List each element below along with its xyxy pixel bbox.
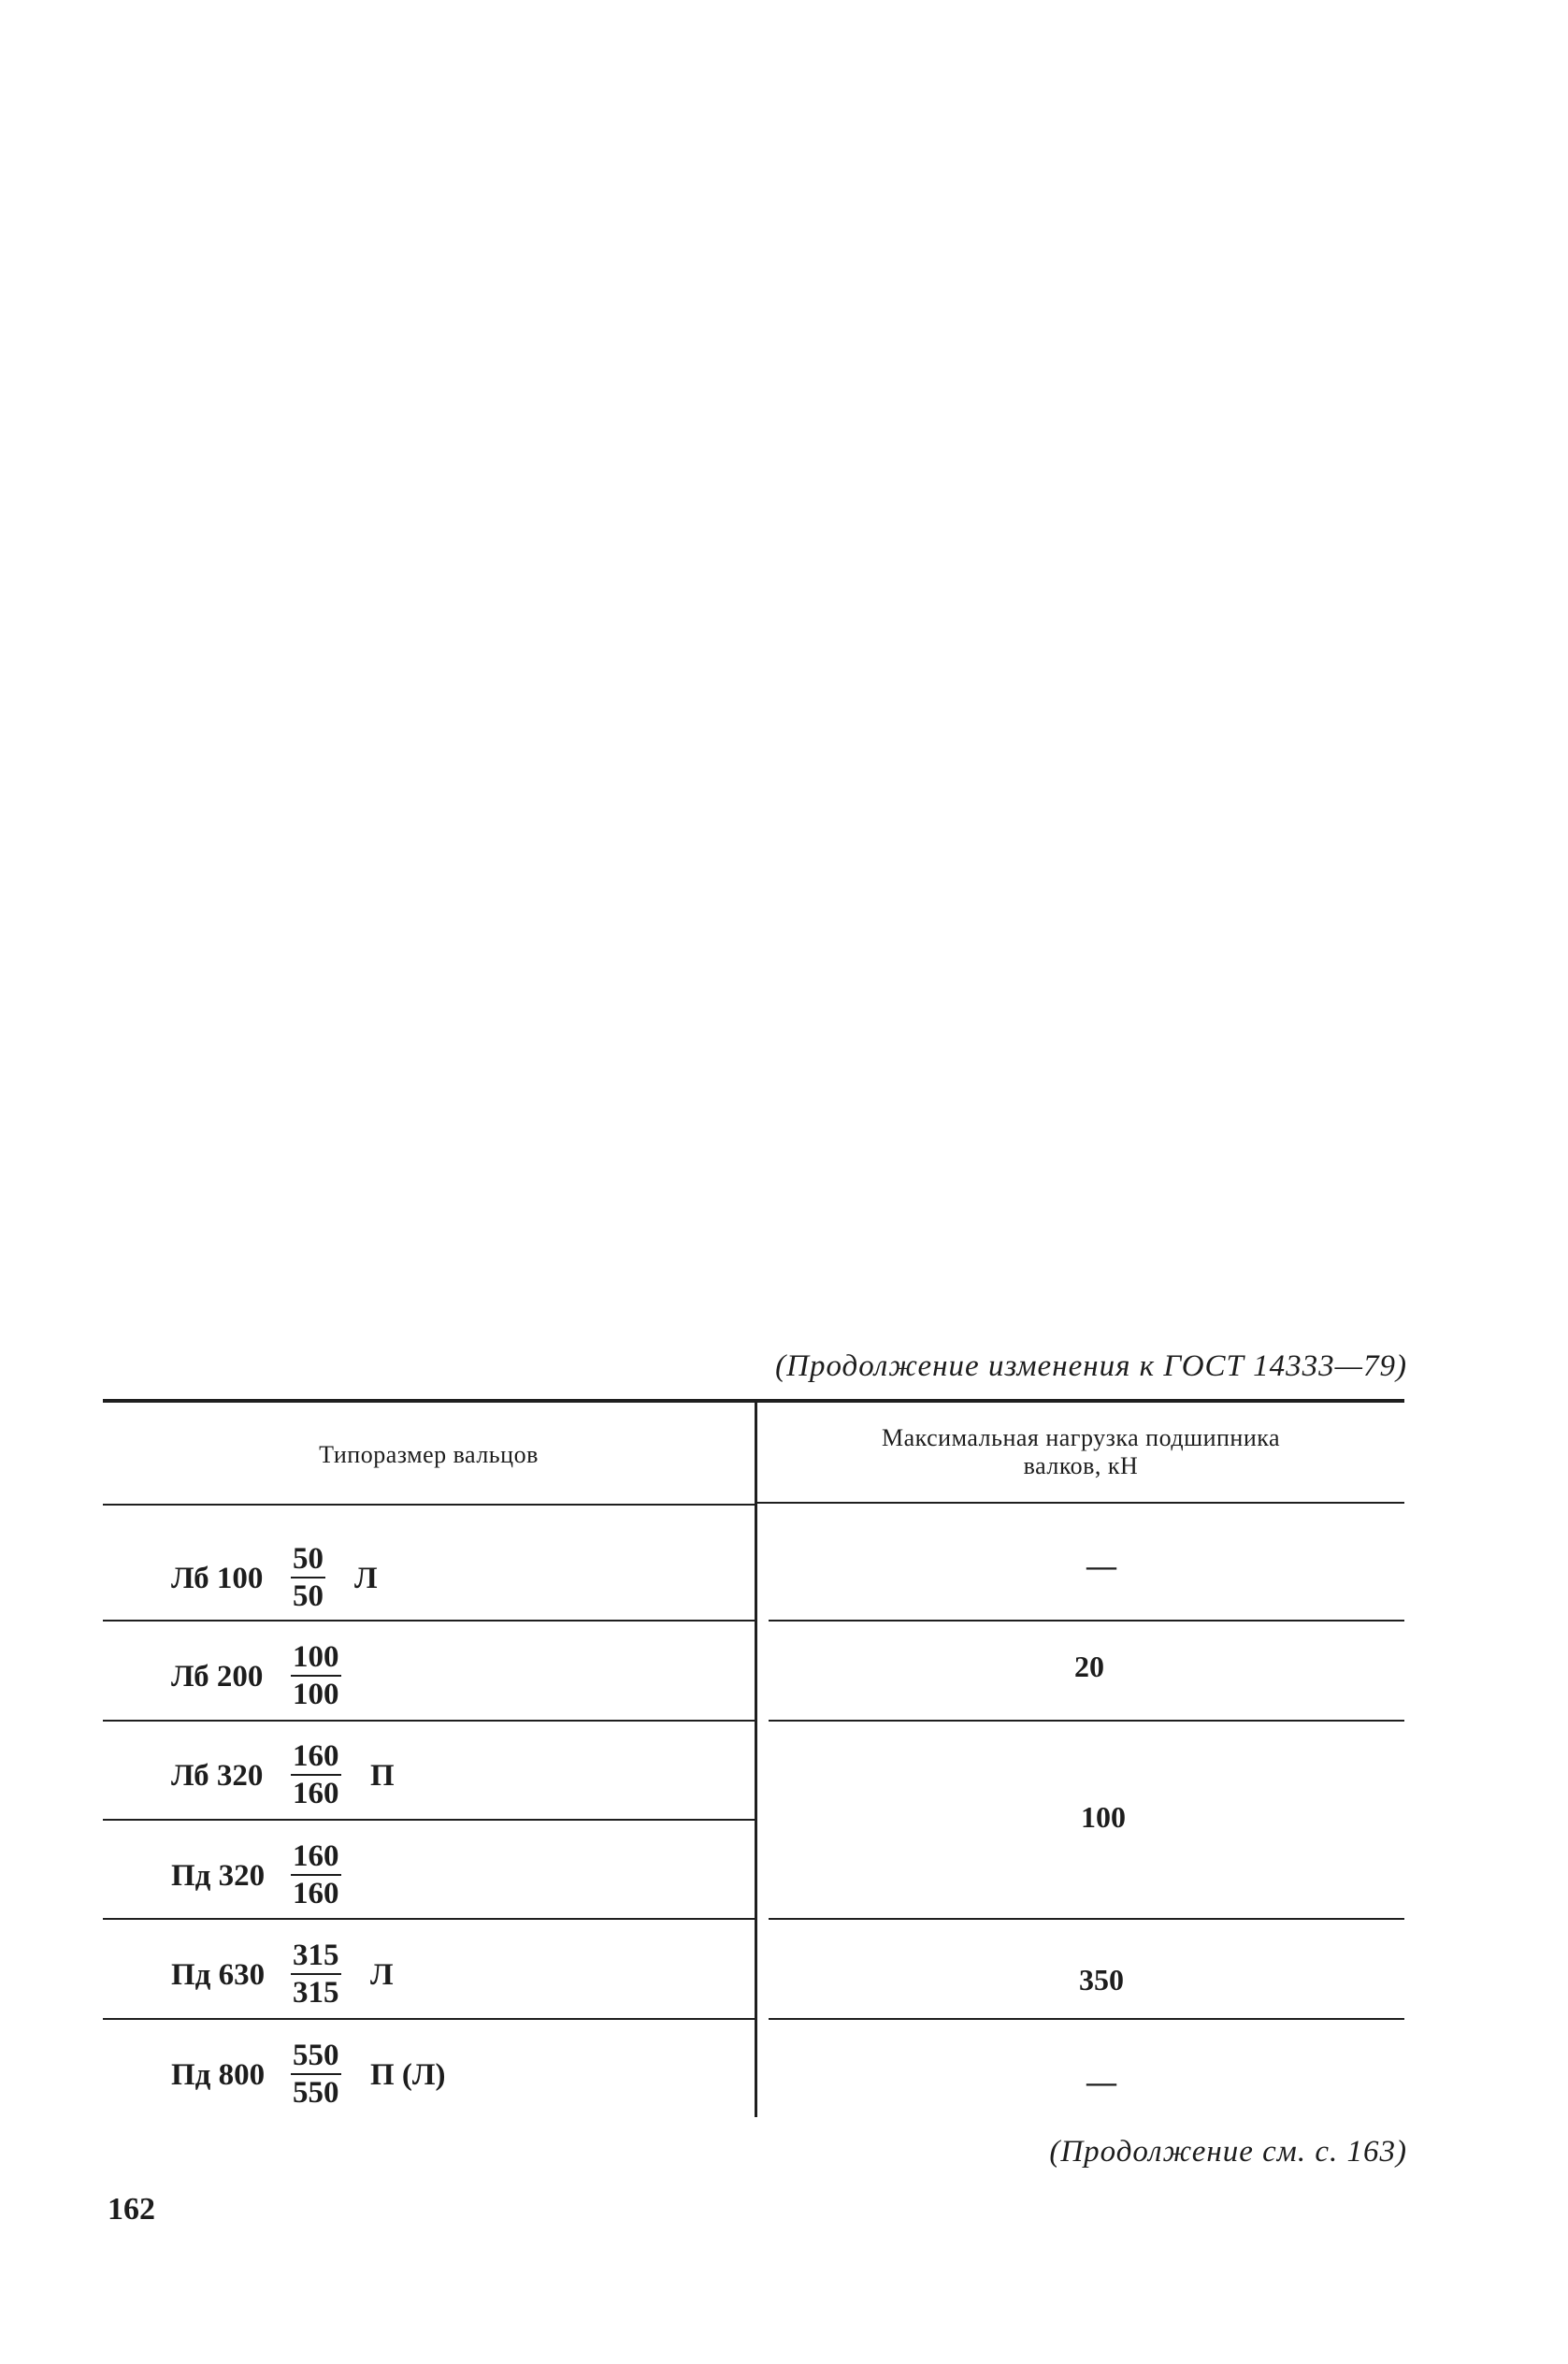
column-header-load-line1: Максимальная нагрузка подшипника bbox=[881, 1424, 1281, 1451]
fraction-numerator: 100 bbox=[293, 1640, 339, 1674]
row-rule-left-4 bbox=[103, 1918, 755, 1920]
load-value: 100 bbox=[1081, 1800, 1126, 1834]
fraction-numerator: 50 bbox=[293, 1542, 324, 1576]
row-rule-right-4 bbox=[769, 2018, 1404, 2020]
size-fraction bbox=[291, 1639, 341, 1712]
load-value: 20 bbox=[1074, 1650, 1104, 1683]
size-prefix: Пд 800 bbox=[171, 2058, 266, 2092]
size-prefix: Пд 630 bbox=[171, 1958, 266, 1992]
size-fraction bbox=[291, 1738, 341, 1811]
fraction-numerator: 550 bbox=[293, 2039, 339, 2072]
size-fraction bbox=[291, 1838, 341, 1911]
size-fraction bbox=[291, 1938, 341, 2011]
row-rule-right-1 bbox=[769, 1620, 1404, 1622]
size-fraction bbox=[291, 2038, 341, 2111]
header-bottom-rule-left bbox=[103, 1504, 755, 1506]
fraction-denominator: 50 bbox=[291, 1577, 325, 1614]
load-value: — bbox=[1086, 2065, 1116, 2098]
page-number: 162 bbox=[108, 2192, 155, 2227]
row-rule-left-5 bbox=[103, 2018, 755, 2020]
size-prefix: Лб 200 bbox=[171, 1660, 264, 1694]
fraction-denominator: 100 bbox=[291, 1675, 341, 1712]
size-prefix: Лб 100 bbox=[171, 1562, 264, 1595]
table-top-rule bbox=[103, 1399, 1404, 1403]
bearing-load-table bbox=[103, 1399, 1404, 2117]
column-header-size: Типоразмер вальцов bbox=[319, 1441, 539, 1468]
row-rule-right-3 bbox=[769, 1918, 1404, 1920]
load-value: 350 bbox=[1079, 1963, 1124, 1996]
header-bottom-rule-right bbox=[755, 1502, 1404, 1504]
continuation-header-note: (Продолжение изменения к ГОСТ 14333—79) bbox=[775, 1349, 1407, 1383]
row-rule-left-3 bbox=[103, 1819, 755, 1821]
row-rule-left-1 bbox=[103, 1620, 755, 1622]
size-prefix: Пд 320 bbox=[171, 1859, 266, 1893]
size-suffix: Л bbox=[354, 1562, 378, 1595]
row-rule-left-2 bbox=[103, 1720, 755, 1722]
fraction-denominator: 160 bbox=[291, 1874, 341, 1911]
size-suffix: П bbox=[370, 1759, 395, 1793]
fraction-denominator: 550 bbox=[291, 2073, 341, 2111]
size-prefix: Лб 320 bbox=[171, 1759, 264, 1793]
fraction-numerator: 160 bbox=[293, 1739, 339, 1773]
fraction-denominator: 160 bbox=[291, 1774, 341, 1811]
column-header-load bbox=[757, 1424, 1404, 1480]
size-suffix: Л bbox=[370, 1958, 394, 1992]
column-header-load-line2: валков, кН bbox=[1023, 1452, 1139, 1479]
fraction-numerator: 160 bbox=[293, 1839, 339, 1873]
table-column-divider bbox=[755, 1399, 757, 2117]
fraction-denominator: 315 bbox=[291, 1973, 341, 2011]
load-value: — bbox=[1086, 1549, 1116, 1582]
fraction-numerator: 315 bbox=[293, 1939, 339, 1972]
size-suffix: П (Л) bbox=[370, 2058, 446, 2092]
continuation-footer-note: (Продолжение см. с. 163) bbox=[1049, 2135, 1407, 2169]
row-rule-right-2 bbox=[769, 1720, 1404, 1722]
size-fraction bbox=[291, 1541, 325, 1614]
